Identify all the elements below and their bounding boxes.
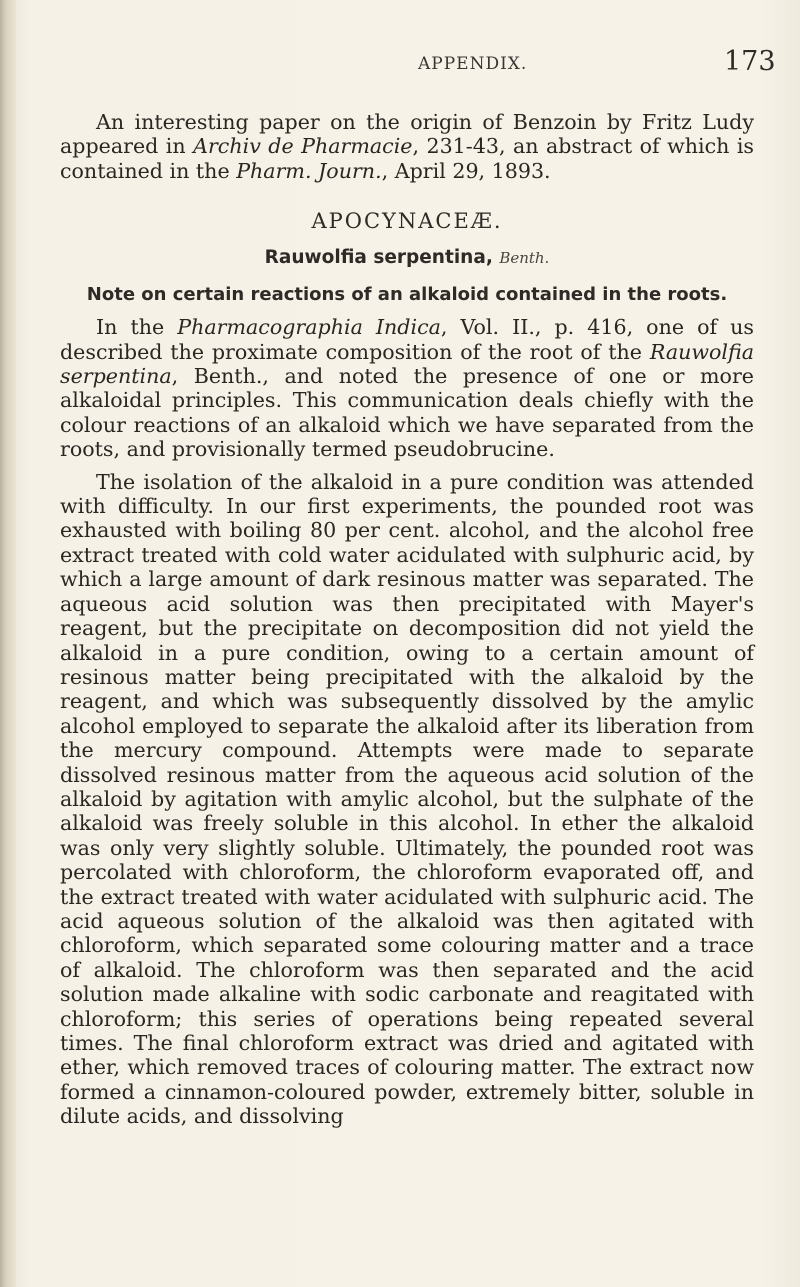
para1-text-2: , Vol. II., p. 416, one of us described the proximate composition of the root of the — [60, 315, 755, 364]
species-name: Rauwolfia serpentina, — [264, 247, 493, 269]
species-heading — [60, 247, 754, 268]
intro-text-3: , April 29, 1893. — [381, 158, 551, 183]
intro-abstract-journal: Pharm. Journ. — [236, 158, 382, 183]
para1-text-3: , Benth., and noted the presence of one or more alkaloidal principles. This communication deals chiefly with the colour reactions of an alkaloid which we have separated from the roots, and provisionally termed pseudobrucine. — [60, 364, 754, 462]
intro-paragraph — [60, 110, 754, 183]
book-spine-shadow — [0, 0, 16, 1287]
page-number: 173 — [724, 46, 776, 77]
para1-species: Rauwolfia serpentina — [60, 339, 754, 389]
body-paragraph-1 — [60, 315, 754, 461]
page-content — [60, 110, 754, 1129]
intro-text-2: , 231-43, an abstract of which is contained in the — [60, 134, 754, 183]
running-head: APPENDIX. — [418, 54, 528, 74]
page-header — [0, 44, 800, 84]
intro-journal: Archiv de Pharmacie — [193, 134, 413, 159]
para1-work: Pharmacographia Indica — [177, 315, 441, 340]
para1-text-1: In the — [96, 315, 178, 340]
body-paragraph-2: The isolation of the alkaloid in a pure condition was attended with difficulty. In our first experiments, the pounded root was exhausted with boiling 80 per cent. alcohol, and the alcohol free extract treated with cold water acidulated with sulphuric acid, by which a large amount of dark resinous matter was separated. The aqueous acid solution was then precipitated with Mayer's reagent, but the precipitate on decomposition did not yield the alkaloid in a pure condition, owing to a certain amount of resinous matter being precipitated with the alkaloid by the reagent, and which was subsequently dissolved by the amylic alcohol employed to separate the alkaloid after its liberation from the mercury compound. Attempts were made to separate dissolved resinous matter from the aqueous acid solution of the alkaloid by agitation with amylic alcohol, but the sulphate of the alkaloid was freely soluble in this alcohol. In ether the alkaloid was only very slightly soluble. Ultimately, the pounded root was percolated with chloroform, the chloroform evaporated off, and the extract treated with water acidulated with sulphuric acid. The acid aqueous solution of the alkaloid was then agitated with chloroform, which separated some colouring matter and a trace of alkaloid. The chloroform was then separated and the acid solution made alkaline with sodic carbonate and reagitated with chloroform; this series of operations being repeated several times. The final chloroform extract was dried and agitated with ether, which removed traces of colouring matter. The extract now formed a cinnamon-coloured powder, extremely bitter, soluble in dilute acids, and dissolving — [60, 469, 754, 1129]
intro-text-1: An interesting paper on the origin of Benzoin by Fritz Ludy appeared in — [60, 110, 754, 159]
note-title: Note on certain reactions of an alkaloid contained in the roots. — [86, 284, 728, 306]
species-author: Benth. — [499, 249, 550, 268]
family-heading: APOCYNACEÆ. — [311, 209, 503, 234]
